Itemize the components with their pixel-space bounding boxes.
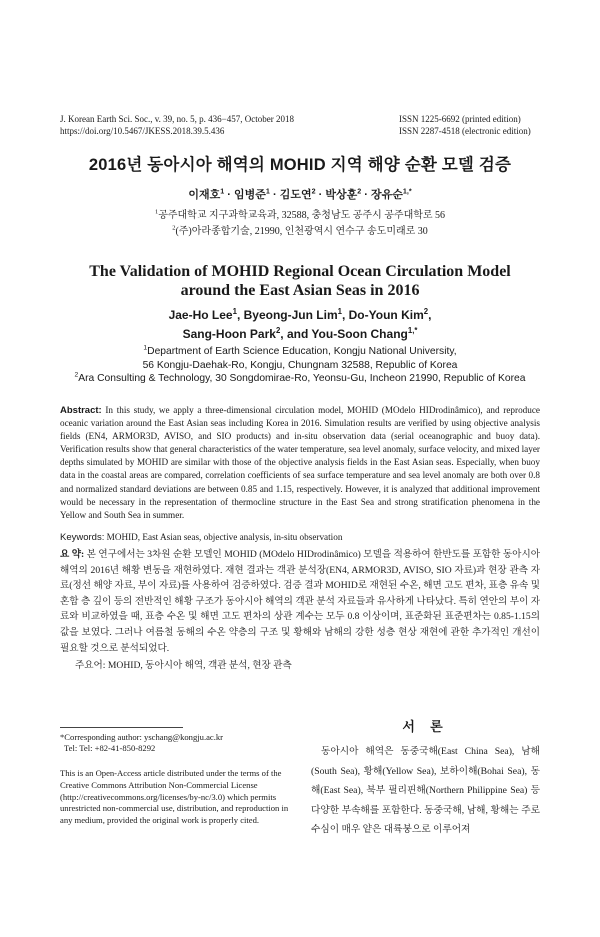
author-separator: · xyxy=(361,189,371,201)
author-separator: · xyxy=(315,189,326,201)
issn-print: ISSN 1225-6692 (printed edition) xyxy=(399,114,521,124)
footnote-divider xyxy=(60,727,183,728)
korean-author-name: 장유순 xyxy=(371,189,403,201)
korean-keywords-text: MOHID, 동아시아 해역, 객관 분석, 현장 관측 xyxy=(107,660,292,671)
introduction-heading: 서 론 xyxy=(402,719,449,734)
english-title xyxy=(0,262,600,300)
english-authors-line xyxy=(0,325,600,344)
korean-abstract xyxy=(60,547,540,656)
korean-affiliation-2 xyxy=(0,222,600,237)
korean-abstract-text: 본 연구에서는 3차원 순환 모델인 MOHID (MOdelo HIDrodinâmico) 모델을 적용하여 한반도를 포함한 동아시아 해역의 2016년 해황 변동을 재현하였다. 재현 결과는 객관 분석장(EN4, ARMOR3D, AVISO, SIO 자료)과 현장 관측 자료(정선 해양 자료, 부이 자료)를 사용하여 검증하였다. 검증 결과 MOHID로 재현된 수온, 해면 고도 편차, 표층 유속 및 혼합 층 깊이 등의 전반적인 해황 구조가 동아시아 해역의 객관 분석 자료들과 유사하게 나타났다. 특히 연안의 부이 자료와 비교하였을 때, 표층 수온 및 해면 고도 편차의 상관 계수는 모두 0.8 이상이며, 표준화된 표준편차는 0.85-1.15의 값을 보였다. 그러나 여름철 동해의 수온 약층의 구조 및 황해와 남해의 강한 성층 현상 재현에 관한 추가적인 개선이 필요할 것으로 분석되었다. xyxy=(60,549,540,654)
affiliation-text: (주)아라종합기술, 21990, 인천광역시 연수구 송도미래로 30 xyxy=(175,226,428,237)
author-separator: , and xyxy=(280,327,312,341)
korean-author-sup: 1,* xyxy=(402,187,412,196)
korean-author-name: 김도연 xyxy=(279,189,312,201)
korean-keywords-label: 주요어: xyxy=(75,660,106,671)
korean-author-name: 임병준 xyxy=(234,189,266,201)
english-author-sup: 2 xyxy=(275,326,281,335)
english-abstract xyxy=(60,404,540,522)
english-affiliation-line xyxy=(0,372,600,386)
affiliation-text: Department of Earth Science Education, Kongju National University, xyxy=(147,346,457,357)
corresponding-author-footnote xyxy=(60,732,290,754)
affiliation-sup: 2 xyxy=(74,371,79,379)
abstract-label: Abstract: xyxy=(60,405,102,416)
english-title-line: The Validation of MOHID Regional Ocean Circulation Model xyxy=(89,263,511,280)
english-author-name: You-Soon Chang xyxy=(311,327,408,341)
english-affiliation-line xyxy=(0,345,600,359)
english-author-name: Sang-Hoon Park xyxy=(182,327,276,341)
korean-author-name: 이재호 xyxy=(188,189,221,201)
korean-author-sup: 2 xyxy=(311,187,316,196)
english-author-name: Byeong-Jun Lim xyxy=(243,308,338,322)
author-separator: · xyxy=(224,189,235,201)
corresponding-tel: Tel: Tel: +82-41-850-8292 xyxy=(64,743,156,754)
journal-citation: J. Korean Earth Sci. Soc., v. 39, no. 5, p. 436−457, October 2018 xyxy=(60,114,294,124)
abstract-text: In this study, we apply a three-dimensional circulation model, MOHID (MOdelo HIDrodinâmico), and reproduce oceanic variation around the East Asian seas including Korea in 2016. Simulation results are verified by using objective analysis fields (EN4, ARMOR3D, AVISO, and SIO products) and in-situ observation data (serial oceanographic and buoy data). Verification results show that general characteristics of the water temperature, sea level anomaly, surface velocity, and mixed layer depths simulated by MOHID are similar with those of the objective analysis fields in the East Asian seas. Especially, when buoy data in the coastal areas are compared, correlation coefficients of sea surface temperature and sea level anomaly are both over 0.8 and normalized standard deviations are between 0.85 and 1.15, respectively. However, it is analyzed that additional improvement would be necessary in the representation of thermocline structure in the East Sea and strong stratification phenomena in the Yellow and South Sea in summer. xyxy=(60,405,541,520)
english-author-sup: 1 xyxy=(232,307,237,316)
english-author-sup: 1,* xyxy=(407,326,418,335)
english-author-sup: 2 xyxy=(423,307,429,316)
english-author-sup: 1 xyxy=(337,307,342,316)
keywords-label: Keywords: xyxy=(60,532,105,543)
english-author-name: Do-Youn Kim xyxy=(348,308,424,322)
english-affiliation-line xyxy=(0,359,600,373)
issn-electronic: ISSN 2287-4518 (electronic edition) xyxy=(399,126,531,136)
english-authors xyxy=(0,306,600,344)
corresponding-email: *Corresponding author: yschang@kongju.ac.kr xyxy=(60,732,224,742)
korean-author-sup: 1 xyxy=(265,187,270,196)
korean-author-name: 박상훈 xyxy=(325,189,358,201)
english-authors-line xyxy=(0,306,600,325)
affiliation-sup: 2 xyxy=(172,224,176,232)
affiliation-text: Ara Consulting & Technology, 30 Songdomirae-Ro, Yeonsu-Gu, Incheon 21990, Republic of Korea xyxy=(78,373,526,384)
doi-link[interactable]: https://doi.org/10.5467/JKESS.2018.39.5.436 xyxy=(60,126,225,136)
issn-block xyxy=(399,113,531,137)
introduction-text: 동아시아 해역은 동중국해(East China Sea), 남해(South Sea), 황해(Yellow Sea), 보하이해(Bohai Sea), 동해(East Sea), 북부 필리핀해(Northern Philippine Sea) 등 다양한 부속해를 포함한다. 동중국해, 남해, 황해는 주로 수심이 매우 얕은 대륙붕으로 이루어져 xyxy=(311,746,540,836)
english-title-line: around the East Asian Seas in 2016 xyxy=(180,282,420,299)
author-separator: · xyxy=(269,189,280,201)
keywords-text: MOHID, East Asian seas, objective analysis, in-situ observation xyxy=(106,532,343,542)
affiliation-sup: 1 xyxy=(154,208,159,216)
author-separator: , xyxy=(428,308,432,322)
author-separator: , xyxy=(236,308,244,322)
affiliation-sup: 1 xyxy=(143,344,148,352)
english-affiliations xyxy=(0,345,600,386)
korean-author-sup: 1 xyxy=(220,187,225,196)
affiliation-text: 56 Kongju-Daehak-Ro, Kongju, Chungnam 32588, Republic of Korea xyxy=(142,359,458,371)
english-author-name: Jae-Ho Lee xyxy=(168,308,233,322)
affiliation-text: 공주대학교 지구과학교육과, 32588, 충청남도 공주시 공주대학로 56 xyxy=(158,210,446,221)
korean-title: 2016년 동아시아 해역의 MOHID 지역 해양 순환 모델 검증 xyxy=(88,156,512,174)
korean-authors xyxy=(0,186,600,202)
license-notice: This is an Open-Access article distributed under the terms of the Creative Commons Attribution Non-Commercial License (http://creativecommons.org/licenses/by-nc/3.0) which permits unrestricted non-commercial use, distribution, and reproduction in any medium, provided the original work is properly cited. xyxy=(60,768,289,826)
english-keywords xyxy=(60,532,540,543)
journal-header xyxy=(60,113,294,137)
korean-keywords xyxy=(75,657,292,671)
korean-author-sup: 2 xyxy=(357,187,362,196)
korean-abstract-label: 요 약: xyxy=(60,549,85,560)
author-separator: , xyxy=(341,308,349,322)
korean-affiliation-1 xyxy=(0,206,600,221)
